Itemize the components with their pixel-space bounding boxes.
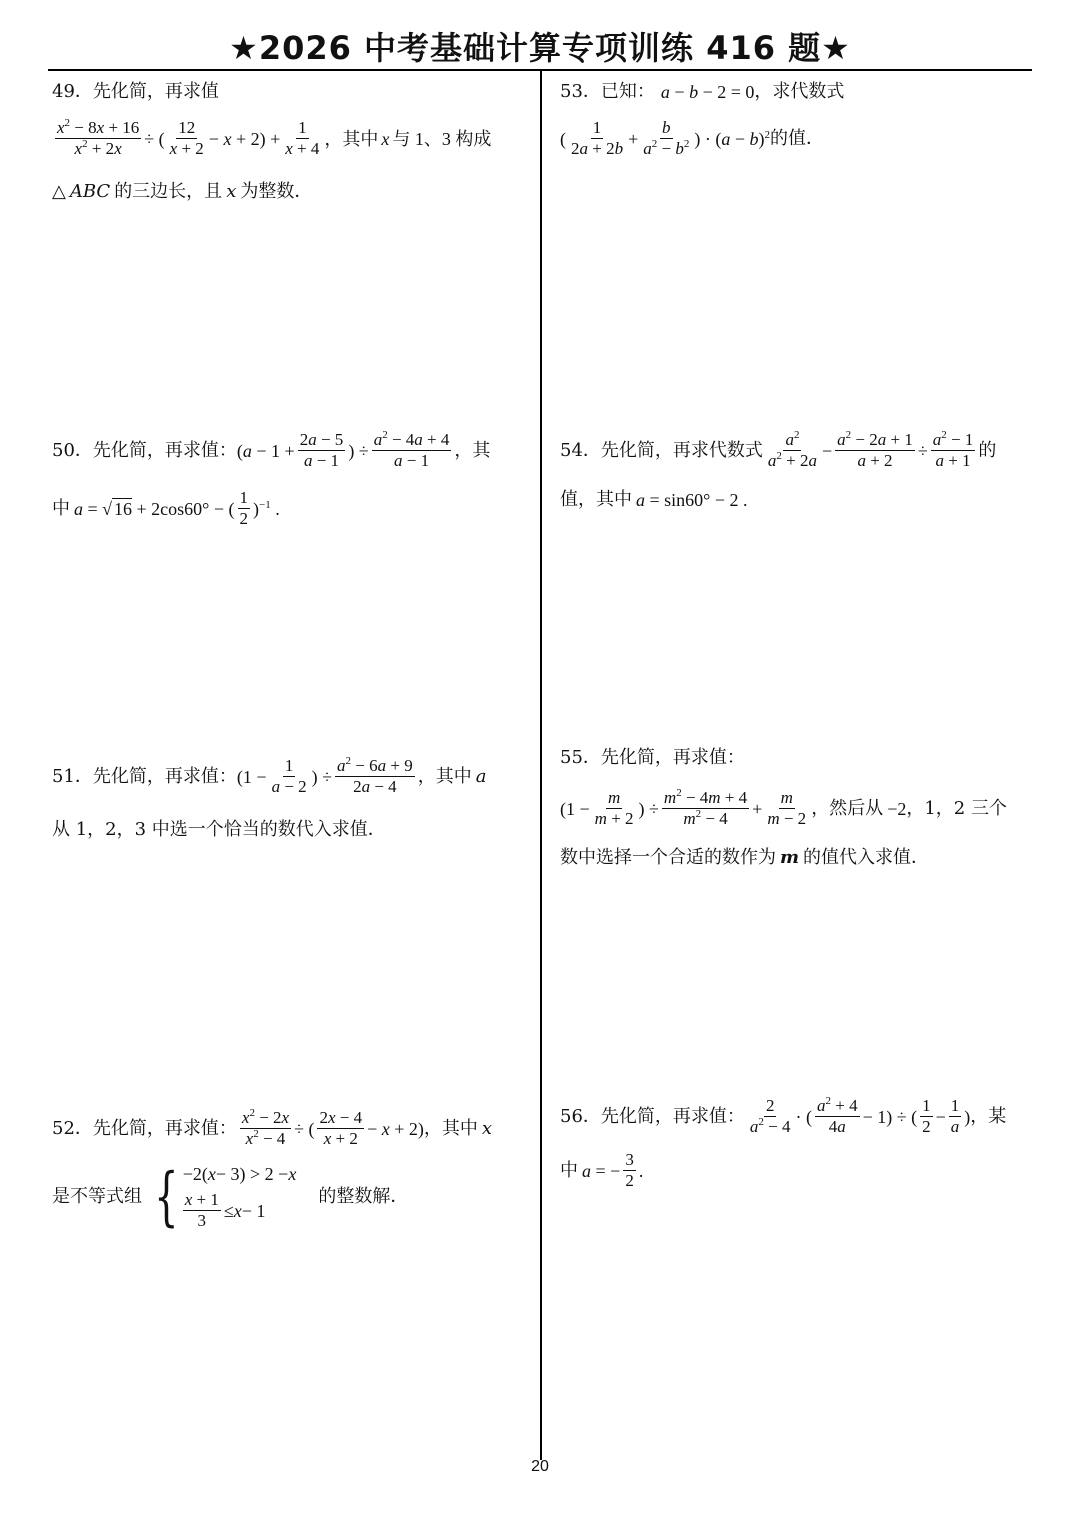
problem-label: 49．先化简，再求值 [52,81,219,102]
problem-54: 54．先化简，再求代数式 $\frac{a^2}{a^2 + 2a}$ − $\frac{a^2 - 2a + 1}{a + 2}$ ÷ $\frac{a^2 - 1}{a + 1}$ 的 值，其中 a = sin60° − 2 . [560,429,997,510]
page-number: 20 [531,1458,549,1475]
problem-50: 50．先化简，再求值： (a − 1 + $\frac{2a - 5}{a - 1}$ ) ÷ $\frac{a^2 - 4a + 4}{a - 1}$ ，其 中 a = √ 16 + 2cos60° − ( $\frac{1}{2}$ )$^{-1}$ . [52,429,491,528]
page-title: ★2026 中考基础计算专项训练 416 题★ [229,29,851,67]
column-divider [540,71,542,1460]
problem-49: 49．先化简，再求值 $\frac{x^2 - 8x + 16}{x^2 + 2x}$ ÷ ( $\frac{12}{x + 2}$ − x + 2) + $\frac{1}{x + 4}$ ，其中 x 与 1、3 构成 △ ABC 的三边长，且 x 为整数． [52,81,492,202]
problem-label: 56．先化简，再求值： [560,1105,745,1127]
problem-55: 55．先化简，再求值： (1 − $\frac{m}{m + 2}$ ) ÷ $\frac{m^2 - 4m + 4}{m^2 - 4}$ + $\frac{m}{m - 2}$ ，然后从 −2 ，1，2 三个 数中选择一个合适的数作为 m 的值代入求值． [560,747,1007,868]
problem-53: 53．已知： a − b − 2 = 0 ，求代数式 ( $\frac{1}{2a + 2b}$ + $\frac{b}{a^2 - b^2}$ ) · $(a - b)^2$ 的值． [560,81,845,158]
problem-label: 55．先化简，再求值： [560,747,745,768]
problem-56: 56．先化简，再求值： $\frac{2}{a^2 - 4}$ · ( $\frac{a^2 + 4}{4a}$ − 1) ÷ ( $\frac{1}{2}$ − $\frac{1}{a}$ ) ，某 中 a = − $\frac{3}{2}$ . [560,1095,1007,1190]
problem-52: 52．先化简，再求值： $\frac{x^2 - 2x}{x^2 - 4}$ ÷ ( $\frac{2x - 4}{x + 2}$ − x + 2) ，其中 x 是不等式组 { −2( x − 3) > 2 − x $\frac{x + 1}{3}$ ≤ x − 1 的整数解． [52,1107,493,1234]
problem-51: 51．先化简，再求值： (1 − $\frac{1}{a - 2}$ ) ÷ $\frac{a^2 - 6a + 9}{2a - 4}$ ，其中 a 从 1，2，3 中选一个恰当的数代入求值． [52,755,487,840]
problem-label: 50．先化简，再求值： [52,439,237,461]
expression: $\frac{x^2 - 8x + 16}{x^2 + 2x}$ ÷ ( $\frac{12}{x + 2}$ − x + 2) + $\frac{1}{x + 4}$ ，其中 x 与 1、3 构成 [57,117,492,158]
problem-label: 52．先化简，再求值： [52,1117,237,1139]
problem-label: 54．先化简，再求代数式 [560,439,763,461]
problem-label: 53．已知： [560,81,655,102]
inequality-system: { −2( x − 3) > 2 − x $\frac{x + 1}{3}$ ≤ x − 1 [154,1159,297,1234]
problem-label: 51．先化简，再求值： [52,765,237,787]
